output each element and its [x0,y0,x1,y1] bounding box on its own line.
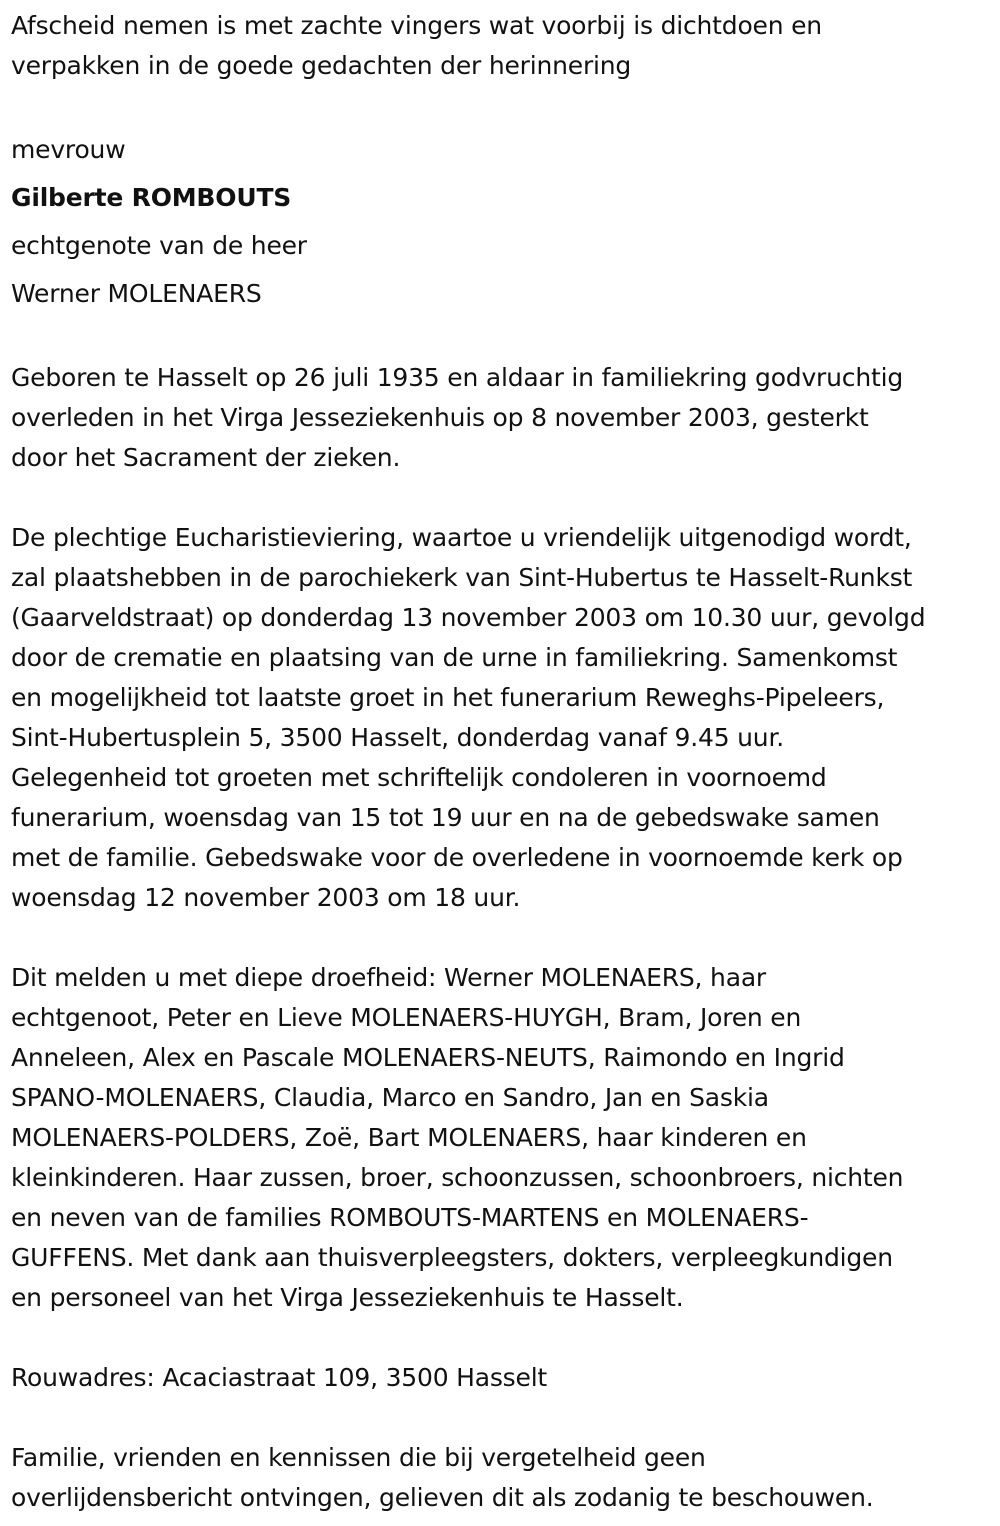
birth-death-paragraph [11,358,992,478]
paragraph-line: en personeel van het Virga Jesseziekenhuis te Hasselt. [11,1283,684,1312]
paragraph-line: zal plaatshebben in de parochiekerk van Sint-Hubertus te Hasselt-Runkst [11,563,913,592]
mourning-address: Rouwadres: Acaciastraat 109, 3500 Hasselt [11,1363,548,1392]
paragraph-line: met de familie. Gebedswake voor de overledene in voornoemde kerk op [11,843,903,872]
spacer [11,1398,992,1438]
paragraph-line: overleden in het Virga Jesseziekenhuis op 8 november 2003, gesterkt [11,403,869,432]
paragraph-line: (Gaarveldstraat) op donderdag 13 november 2003 om 10.30 uur, gevolgd [11,603,926,632]
spacer [11,918,992,958]
paragraph-line: en neven van de families ROMBOUTS-MARTENS en MOLENAERS- [11,1203,809,1232]
spacer [11,1318,992,1358]
paragraph-line: Geboren te Hasselt op 26 juli 1935 en aldaar in familiekring godvruchtig [11,363,903,392]
poem-line: verpakken in de goede gedachten der herinnering [11,51,632,80]
paragraph-line: en mogelijkheid tot laatste groet in het funerarium Reweghs-Pipeleers, [11,683,885,712]
spacer [11,86,992,126]
paragraph-line: funerarium, woensdag van 15 tot 19 uur en na de gebedswake samen [11,803,880,832]
deceased-title: mevrouw [11,135,126,164]
paragraph-line: woensdag 12 november 2003 om 18 uur. [11,883,521,912]
paragraph-line: De plechtige Eucharistieviering, waartoe u vriendelijk uitgenodigd wordt, [11,523,912,552]
poem-line: Afscheid nemen is met zachte vingers wat voorbij is dichtdoen en [11,11,822,40]
paragraph-line: Dit melden u met diepe droefheid: Werner MOLENAERS, haar [11,963,767,992]
paragraph-line: Anneleen, Alex en Pascale MOLENAERS-NEUTS, Raimondo en Ingrid [11,1043,845,1072]
spacer [11,318,992,358]
paragraph-line: door de crematie en plaatsing van de urne in familiekring. Samenkomst [11,643,898,672]
paragraph-line: kleinkinderen. Haar zussen, broer, schoonzussen, schoonbroers, nichten [11,1163,904,1192]
deceased-relation: echtgenote van de heer [11,231,307,260]
paragraph-line: door het Sacrament der zieken. [11,443,401,472]
paragraph-line: Sint-Hubertusplein 5, 3500 Hasselt, donderdag vanaf 9.45 uur. [11,723,784,752]
ceremony-paragraph [11,518,992,918]
paragraph-line: Gelegenheid tot groeten met schriftelijk condoleren in voornoemd [11,763,827,792]
paragraph-line: echtgenoot, Peter en Lieve MOLENAERS-HUYGH, Bram, Joren en [11,1003,802,1032]
deceased-header [11,126,992,318]
paragraph-line: Familie, vrienden en kennissen die bij vergetelheid geen [11,1443,706,1472]
address-paragraph [11,1358,992,1398]
paragraph-line: overlijdensbericht ontvingen, gelieven dit als zodanig te beschouwen. [11,1483,874,1512]
paragraph-line: SPANO-MOLENAERS, Claudia, Marco en Sandro, Jan en Saskia [11,1083,769,1112]
deceased-name: Gilberte ROMBOUTS [11,183,292,212]
paragraph-line: GUFFENS. Met dank aan thuisverpleegsters, dokters, verpleegkundigen [11,1243,893,1272]
spacer [11,478,992,518]
poem-section [11,6,992,86]
closing-paragraph [11,1438,992,1518]
deceased-spouse: Werner MOLENAERS [11,279,262,308]
paragraph-line: MOLENAERS-POLDERS, Zoë, Bart MOLENAERS, haar kinderen en [11,1123,807,1152]
family-paragraph [11,958,992,1318]
